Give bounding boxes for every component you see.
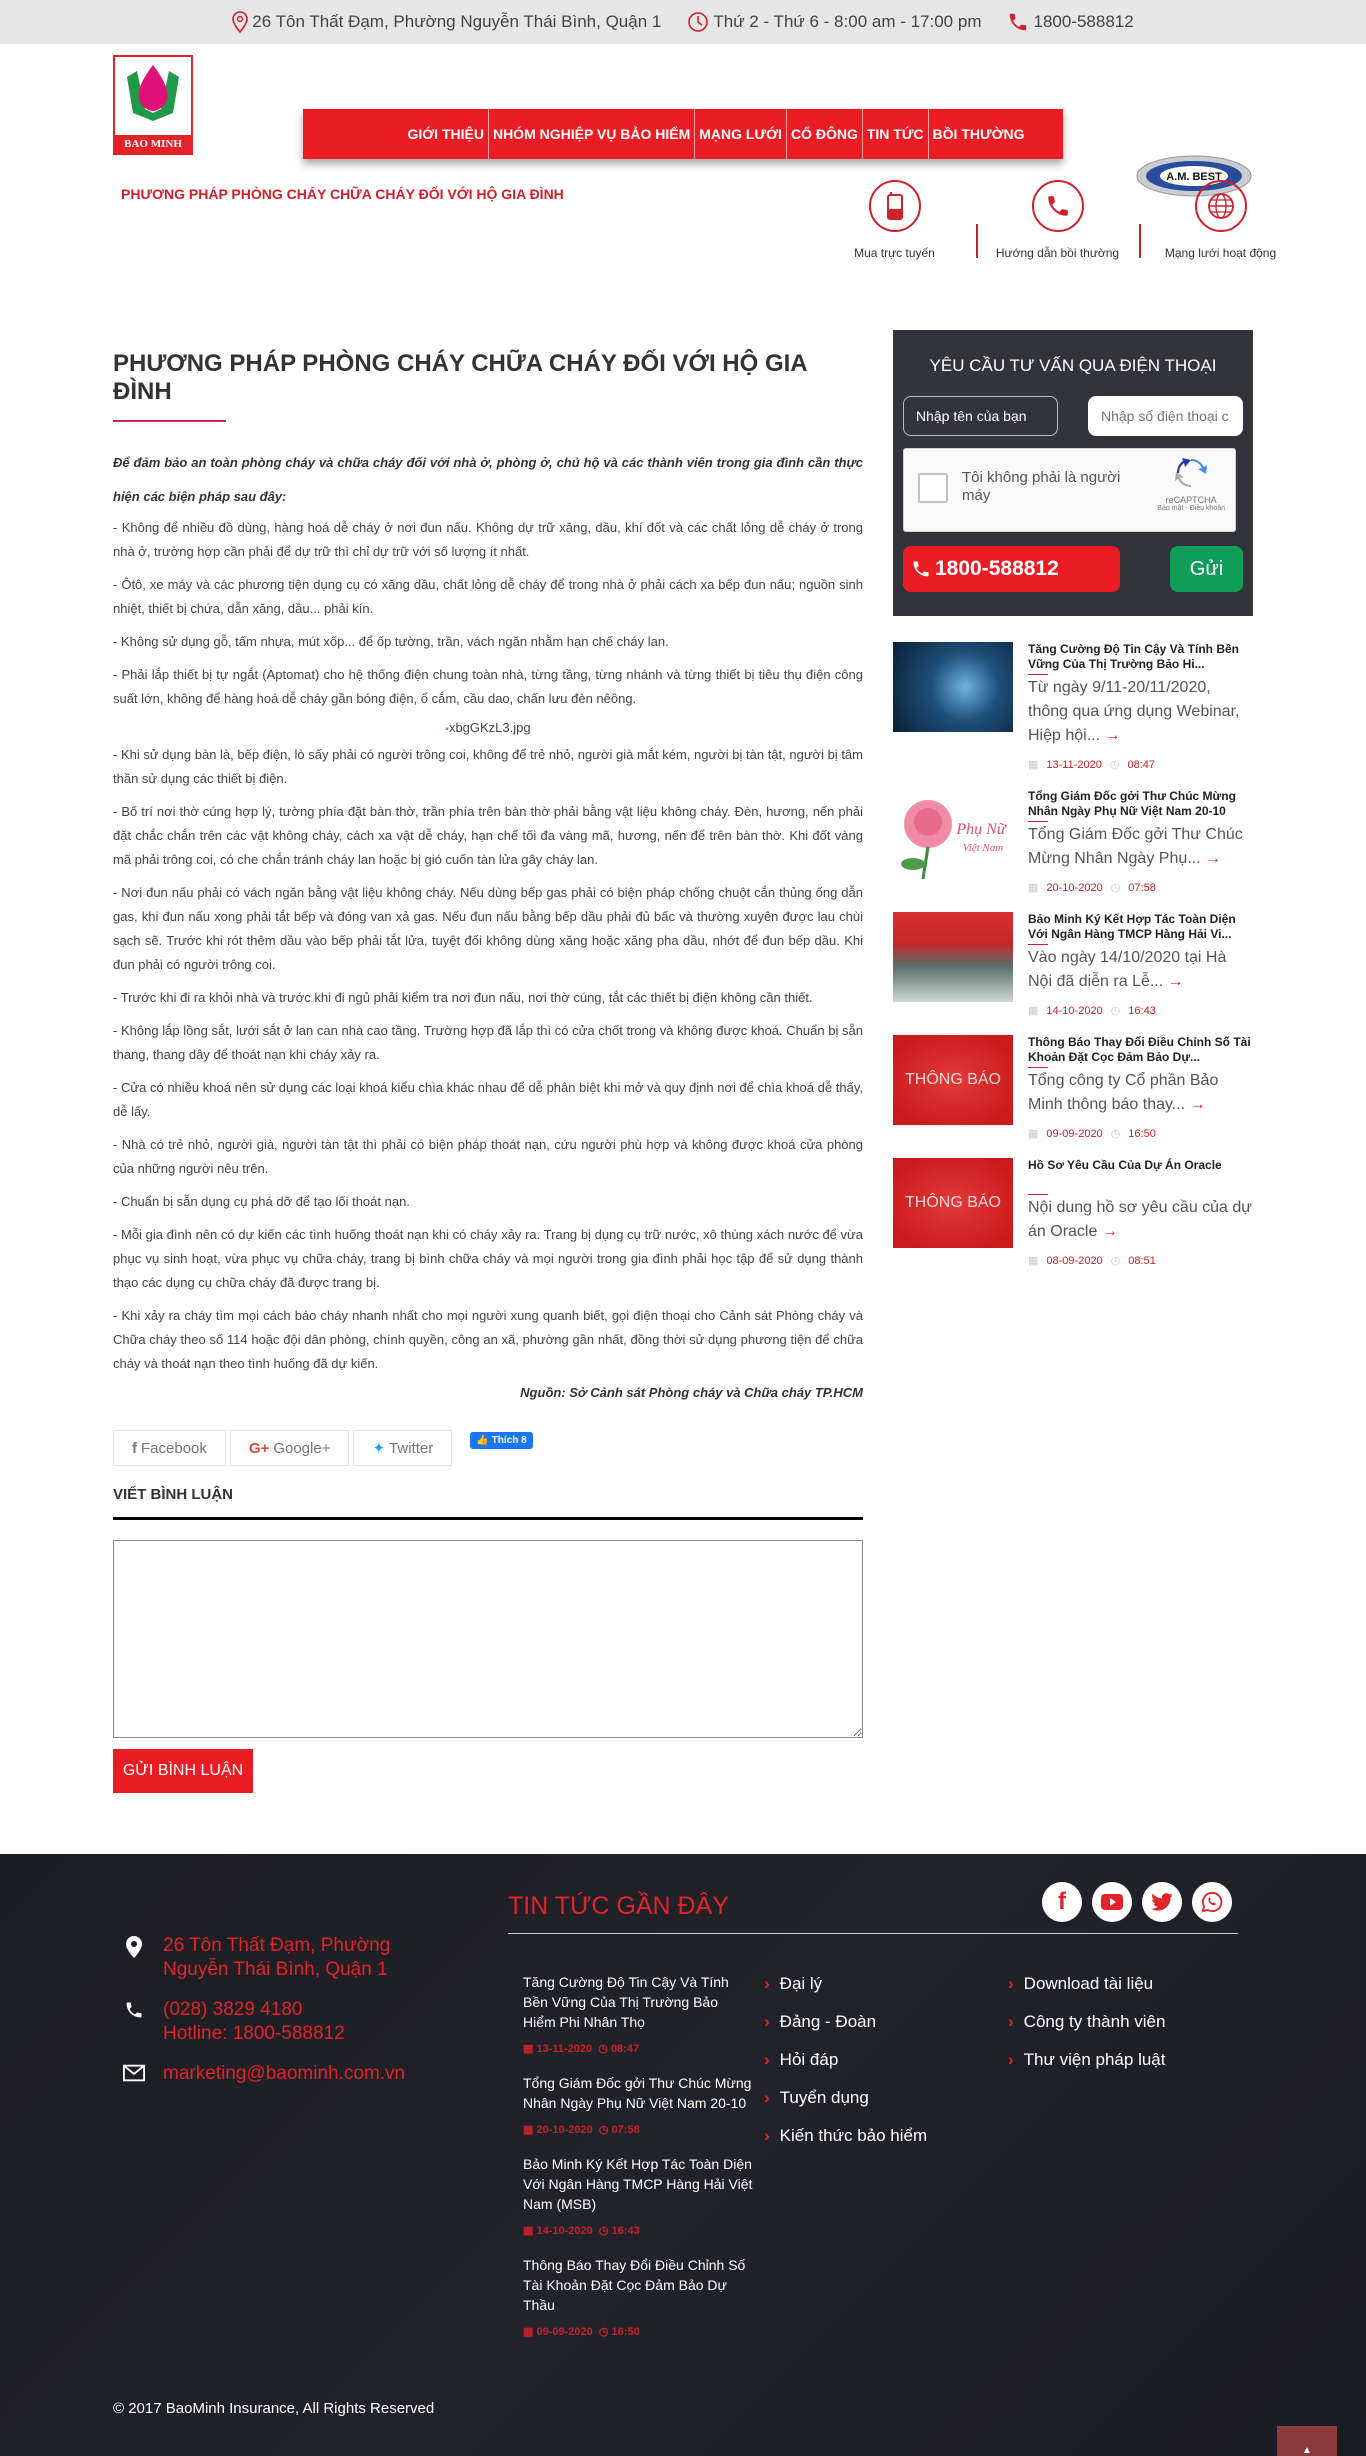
phone-handset-icon — [1045, 193, 1071, 219]
footer-news-link[interactable]: Bảo Minh Ký Kết Hợp Tác Toàn Diện Với Ngân Hàng TMCP Hàng Hải Việt Nam (MSB) — [523, 2156, 753, 2212]
news-excerpt — [1028, 676, 1253, 748]
footer-news-item[interactable] — [523, 2255, 753, 2338]
news-date: 20-10-2020 — [1046, 881, 1103, 894]
calendar-icon: ▦ — [1028, 882, 1039, 894]
news-date: 09-09-2020 — [536, 2326, 593, 2338]
quicklink-network[interactable] — [1139, 180, 1302, 260]
nav-gioi-thieu[interactable]: GIỚI THIỆU — [337, 109, 489, 159]
news-time: 16:50 — [1128, 1127, 1156, 1140]
calendar-icon: ▦ — [523, 2225, 534, 2237]
logo-text: BAO MINH — [115, 135, 191, 153]
article-title: PHƯƠNG PHÁP PHÒNG CHÁY CHỮA CHÁY ĐỐI VỚI HỘ GIA ĐÌNH — [113, 350, 807, 405]
footer-news-link[interactable]: Tăng Cường Độ Tin Cậy Và Tính Bền Vững Của Thị Trường Bảo Hiểm Phi Nhân Thọ — [523, 1974, 729, 2030]
svg-text:Phụ Nữ: Phụ Nữ — [956, 821, 1006, 838]
news-date: 09-09-2020 — [1046, 1127, 1103, 1140]
calendar-icon: ▦ — [1028, 1255, 1039, 1267]
chevron-right-icon: › — [764, 2012, 770, 2031]
article-source: Nguồn: Sở Cảnh sát Phòng cháy và Chữa cháy TP.HCM — [520, 1385, 863, 1400]
article-paragraph: - Không để nhiều đồ dùng, hàng hoá dễ cháy ở nơi đun nấu. Không dự trữ xăng, dầu, khí đốt và các chất lỏng dễ cháy ở trong nhà ở, trường hợp cần phải để dự trữ thì chỉ dự trữ với số lượng ít nhất. — [113, 520, 863, 559]
arrow-right-icon[interactable]: → — [1104, 727, 1121, 744]
footer-news-link[interactable]: Tổng Giám Đốc gởi Thư Chúc Mừng Nhân Ngày Phụ Nữ Việt Nam 20-10 — [523, 2075, 752, 2111]
calendar-icon: ▦ — [523, 2326, 534, 2338]
phone-icon — [911, 559, 931, 579]
clock-icon: ◷ — [1110, 1128, 1121, 1140]
news-time: 16:43 — [1128, 1004, 1156, 1017]
clock-icon: ◷ — [1110, 882, 1121, 894]
nav-mang-luoi[interactable]: MẠNG LƯỚI — [695, 109, 787, 159]
news-excerpt-text: Vào ngày 14/10/2020 tại Hà Nội đã diễn ra Lễ... — [1028, 949, 1227, 990]
footer-link-dang-doan[interactable]: › Đảng - Đoàn — [764, 2012, 877, 2031]
calendar-icon: ▦ — [1028, 1005, 1039, 1017]
topbar-hours-text: Thứ 2 - Thứ 6 - 8:00 am - 17:00 pm — [713, 12, 982, 31]
phone-icon — [1007, 11, 1029, 33]
clock-icon: ◷ — [598, 2043, 608, 2055]
article-paragraph: - Nơi đun nấu phải có vách ngăn bằng vật liệu không cháy. Nếu dùng bếp gas phải có biện pháp chống chuột cắn thủng ống dẫn gas, khi đun nấu xong phải tắt bếp và đóng van xả gas. Nếu đun nấu bằng bếp dầu phải đủ bấc và thường xuyên được lau chùi sạch sẽ. Trước khi rót thêm dầu vào bếp phải tắt lửa, tuyệt đối không dùng xăng hoặc xăng pha dầu, nhớt để đun bếp dầu. Khi đun phải có người trông coi. — [113, 885, 863, 972]
topbar-phone-text: 1800-588812 — [1033, 12, 1134, 31]
article-paragraph: - Mỗi gia đình nên có dự kiến các tình huống thoát nạn khi có cháy xảy ra. Trang bị dụng cụ trữ nước, xô thùng xách nước để vừa phục vụ sinh hoạt, vừa phục vụ chữa cháy, trang bị bình chữa cháy và mọi người trong gia đình phải học tập để sử dụng thành thạo các dụng cụ chữa cháy đã được trang bị. — [113, 1227, 863, 1290]
footer-news-meta — [523, 2042, 753, 2055]
title-underline — [113, 420, 226, 422]
quicklink-buy-online[interactable] — [813, 180, 976, 260]
footer-link-hoi-dap[interactable]: › Hỏi đáp — [764, 2050, 839, 2069]
sidebar-news-item[interactable] — [893, 1158, 1253, 1267]
calendar-icon: ▦ — [1028, 759, 1039, 771]
news-title[interactable]: Thông Báo Thay Đổi Điều Chỉnh Số Tài Khoản Đặt Cọc Đảm Bảo Dự... — [1028, 1035, 1253, 1069]
site-footer — [0, 1854, 1366, 2456]
recaptcha-brand — [1157, 457, 1225, 512]
clock-icon: ◷ — [1109, 759, 1120, 771]
news-date: 08-09-2020 — [1046, 1254, 1103, 1267]
share-google-button[interactable] — [230, 1430, 350, 1466]
calendar-icon: ▦ — [523, 2124, 534, 2136]
hotline-button[interactable] — [903, 546, 1120, 592]
news-time: 16:50 — [611, 2326, 640, 2338]
news-excerpt-text: Tổng Giám Đốc gởi Thư Chúc Mừng Nhân Ngày Phụ... — [1028, 826, 1243, 867]
footer-link-thu-vien-phap-luat[interactable]: › Thư viện pháp luật — [1008, 2050, 1166, 2069]
news-thumbnail[interactable]: THÔNG BÁO — [893, 1035, 1013, 1125]
article-paragraph: - Bố trí nơi thờ cúng hợp lý, tường phía đặt bàn thờ, trần phía trên bàn thờ phải bằng vật liệu không cháy. Đèn, hương, nến phải đặt chắc chắn trên các vật không cháy, cách xa vật dễ cháy, hạn chế tối đa vàng mã, hương, nến để trên bàn thờ. Khi đốt vàng mã phải trông coi, có che chắn tránh cháy lan hoặc bị gió cuốn tàn lửa gây cháy lan. — [113, 804, 863, 867]
news-thumbnail[interactable]: THÔNG BÁO — [893, 1158, 1013, 1248]
sidebar-news-list — [893, 642, 1253, 1267]
globe-icon — [1206, 191, 1236, 221]
quick-links — [813, 180, 1302, 260]
footer-divider — [508, 1933, 1238, 1934]
nav-nhom-nghiep-vu[interactable]: NHÓM NGHIỆP VỤ BẢO HIỂM — [489, 109, 695, 159]
news-date: 14-10-2020 — [536, 2225, 593, 2237]
share-google-label: Google+ — [273, 1439, 331, 1457]
top-info-bar — [0, 0, 1366, 44]
chevron-right-icon: › — [764, 2126, 770, 2145]
news-excerpt-text: Nội dung hồ sơ yêu cầu của dự án Oracle — [1028, 1199, 1253, 1240]
article-paragraph: - Chuẩn bị sẵn dụng cụ phá dỡ để tạo lối thoát nạn. — [113, 1194, 410, 1209]
topbar-phone[interactable] — [1007, 11, 1133, 33]
news-thumbnail[interactable] — [893, 912, 1013, 1002]
sidebar-news-item[interactable] — [893, 1035, 1253, 1140]
clock-icon: ◷ — [598, 2225, 609, 2237]
sidebar-news-item[interactable] — [893, 789, 1253, 894]
submit-comment-button[interactable]: GỬI BÌNH LUẬN — [113, 1749, 253, 1793]
phone-consult-form — [893, 330, 1253, 616]
sidebar-news-item[interactable] — [893, 642, 1253, 771]
recaptcha-checkbox[interactable] — [918, 473, 948, 503]
news-time: 16:43 — [611, 2225, 640, 2237]
google-plus-icon: G+ — [248, 1439, 270, 1457]
article-main — [113, 330, 863, 1793]
quicklink-label: Mua trực tuyến — [854, 246, 935, 260]
rose-image-icon — [893, 789, 1013, 879]
comment-textarea[interactable] — [113, 1540, 863, 1738]
broken-image-icon: ▪ — [445, 724, 449, 735]
recaptcha-label: Tôi không phải là người máy — [962, 469, 1121, 504]
map-pin-icon — [232, 11, 248, 33]
calendar-icon: ▦ — [1028, 1128, 1039, 1140]
chevron-right-icon: › — [764, 1974, 770, 1993]
sidebar-news-item[interactable] — [893, 912, 1253, 1017]
broken-image — [113, 720, 863, 735]
main-nav — [303, 109, 1063, 159]
hotline-number: 1800-588812 — [935, 557, 1059, 580]
news-title[interactable]: Tăng Cường Độ Tin Cậy Và Tính Bền Vững Của Thị Trường Bảo Hi... — [1028, 642, 1253, 676]
news-meta — [1028, 1004, 1253, 1017]
arrow-up-icon: ▲ — [1302, 2445, 1312, 2456]
clock-icon — [687, 11, 709, 33]
social-links — [1042, 1882, 1232, 1922]
share-twitter-button[interactable] — [353, 1430, 452, 1466]
share-facebook-button[interactable] — [113, 1430, 226, 1466]
svg-text:A.M. BEST: A.M. BEST — [1166, 171, 1222, 183]
footer-links-col-2 — [1008, 1974, 1165, 2088]
news-title[interactable]: Bảo Minh Ký Kết Hợp Tác Toàn Diện Với Ngân Hàng TMCP Hàng Hải Vi... — [1028, 912, 1253, 946]
quicklink-label: Mạng lưới hoạt động — [1164, 246, 1277, 260]
article-paragraph: - Trước khi đi ra khỏi nhà và trước khi đi ngủ phải kiểm tra nơi đun nấu, nơi thờ cúng, tắt các thiết bị điện không cần thiết. — [113, 990, 813, 1005]
topbar-address — [232, 11, 661, 33]
arrow-right-icon[interactable]: → — [1101, 1223, 1118, 1240]
footer-phone — [123, 1998, 413, 2046]
arrow-right-icon[interactable]: → — [1189, 1096, 1206, 1113]
footer-news-meta — [523, 2325, 753, 2338]
clock-icon: ◷ — [1110, 1005, 1121, 1017]
copyright: © 2017 BaoMinh Insurance, All Rights Reserved — [113, 2400, 435, 2417]
news-date: 20-10-2020 — [536, 2124, 593, 2136]
article-paragraph: - Phải lắp thiết bị tự ngắt (Aptomat) cho hệ thống điện chung toàn nhà, từng tầng, từng nhánh và từng thiết bị tiêu thụ điện công suất lớn, không để hàng hoá dễ cháy gần bóng điện, ổ cắm, cầu dao, chấn lưu đèn nêông. — [113, 667, 863, 706]
footer-news-link[interactable]: Thông Báo Thay Đổi Điều Chỉnh Số Tài Khoản Đặt Cọc Đảm Bảo Dự Thầu — [523, 2257, 746, 2313]
mobile-phone-icon — [886, 192, 904, 220]
news-excerpt — [1028, 1069, 1253, 1117]
sidebar — [893, 330, 1253, 1285]
clock-icon: ◷ — [1110, 1255, 1121, 1267]
calendar-icon: ▦ — [523, 2043, 534, 2055]
topbar-address-text: 26 Tôn Thất Đạm, Phường Nguyễn Thái Bình, Quận 1 — [252, 12, 662, 31]
article-paragraph: - Ôtô, xe máy và các phương tiện dụng cụ có xăng dầu, chất lỏng dễ cháy để trong nhà ở phải cách xa bếp đun nấu; nguồn sinh nhiệt, thiết bị chứa, dẫn xăng, dầu... phải kín. — [113, 577, 863, 616]
bao-minh-logo[interactable] — [113, 55, 193, 155]
chevron-right-icon: › — [1008, 2050, 1014, 2069]
news-date: 13-11-2020 — [536, 2043, 593, 2055]
quicklink-claims-guide[interactable] — [976, 180, 1139, 260]
chevron-right-icon: › — [1008, 1974, 1014, 1993]
news-excerpt-text: Từ ngày 9/11-20/11/2020, thông qua ứng dụng Webinar, Hiệp hội... — [1028, 679, 1240, 744]
news-title[interactable]: Tổng Giám Đốc gởi Thư Chúc Mừng Nhân Ngày Phụ Nữ Việt Nam 20-10 — [1028, 789, 1253, 823]
like-count-label: Thích 8 — [491, 1435, 527, 1446]
footer-news-title: TIN TỨC GẦN ĐÂY — [508, 1892, 729, 1920]
footer-email-link[interactable]: marketing@baominh.com.vn — [163, 2063, 406, 2084]
footer-address-text: 26 Tôn Thất Đạm, Phường Nguyễn Thái Bình, Quận 1 — [163, 1935, 391, 1980]
article-paragraph: - Khi xảy ra cháy tìm mọi cách báo cháy nhanh nhất cho mọi người xung quanh biết, gọi điện thoại cho Cảnh sát Phòng cháy và Chữa cháy theo số 114 hoặc đội dân phòng, chính quyền, công an xã, phường gần nhất, đồng thời sử dụng phương tiện để chữa cháy và thoát nạn theo tình huống đã dự kiến. — [113, 1308, 863, 1371]
youtube-icon[interactable] — [1092, 1882, 1132, 1922]
consult-title: YÊU CẦU TƯ VẤN QUA ĐIỆN THOẠI — [929, 356, 1217, 375]
news-time: 07:58 — [1128, 881, 1156, 894]
send-consult-button[interactable]: Gửi — [1170, 546, 1243, 592]
recaptcha-widget — [903, 448, 1236, 532]
nav-boi-thuong[interactable]: BỒI THƯỜNG — [932, 126, 1025, 142]
news-meta — [1028, 1127, 1253, 1140]
sub-header — [0, 164, 1366, 284]
clock-icon: ◷ — [598, 2326, 609, 2338]
comment-section-title: VIẾT BÌNH LUẬN — [113, 1486, 863, 1520]
nav-co-dong[interactable]: CỔ ĐÔNG — [787, 109, 863, 159]
news-thumbnail[interactable] — [893, 789, 1013, 879]
lotus-logo-icon — [123, 63, 183, 125]
news-meta — [1028, 758, 1253, 771]
chevron-right-icon: › — [764, 2088, 770, 2107]
svg-text:Việt Nam: Việt Nam — [962, 842, 1004, 854]
news-time: 08:51 — [1128, 1254, 1156, 1267]
nav-tin-tuc[interactable]: TIN TỨC — [863, 109, 929, 159]
news-title[interactable]: Hồ Sơ Yêu Cầu Của Dự Án Oracle — [1028, 1158, 1253, 1196]
article-paragraph: - Khi sử dụng bàn là, bếp điện, lò sấy phải có người trông coi, không để trẻ nhỏ, người già mắt kém, người bị tàn tật, người bị tâm thần sử dụng các thiết bị điện. — [113, 747, 863, 786]
footer-links-col-1 — [764, 1974, 927, 2164]
arrow-right-icon[interactable]: → — [1205, 850, 1222, 867]
news-excerpt — [1028, 823, 1253, 871]
chevron-right-icon: › — [1008, 2012, 1014, 2031]
footer-news-meta — [523, 2123, 753, 2136]
share-bar — [113, 1430, 863, 1466]
site-header — [0, 44, 1366, 183]
twitter-bird-icon: ✦ — [372, 1440, 386, 1457]
back-to-top-button[interactable] — [1277, 2426, 1337, 2456]
phone-icon — [124, 2000, 144, 2020]
footer-hotline[interactable]: Hotline: 1800-588812 — [163, 2023, 345, 2044]
envelope-icon — [123, 2064, 145, 2082]
share-twitter-label: Twitter — [389, 1439, 434, 1457]
recaptcha-logo-icon — [1175, 457, 1207, 489]
footer-contact — [123, 1934, 413, 2102]
recaptcha-brand-text: reCAPTCHA — [1165, 495, 1217, 505]
news-meta — [1028, 1254, 1253, 1267]
footer-link-kien-thuc[interactable]: › Kiến thức bảo hiểm — [764, 2126, 928, 2145]
footer-news-meta — [523, 2224, 753, 2237]
footer-link-tuyen-dung[interactable]: › Tuyển dụng — [764, 2088, 869, 2107]
share-facebook-label: Facebook — [141, 1439, 207, 1457]
article-paragraph: - Không lắp lồng sắt, lưới sắt ở lan can nhà cao tầng. Trường hợp đã lắp thì có cửa chốt trong và không được khoá. Chuẩn bị sẵn thang, thang dây để thoát nạn khi cháy xảy ra. — [113, 1023, 863, 1062]
quicklink-label: Hướng dẫn bồi thường — [995, 246, 1120, 260]
footer-news-item[interactable] — [523, 1972, 753, 2055]
image-alt-text: xbgGKzL3.jpg — [448, 720, 531, 735]
footer-link-cong-ty-thanh-vien[interactable]: › Công ty thành viên — [1008, 2012, 1166, 2031]
facebook-icon[interactable]: f — [1042, 1882, 1082, 1922]
news-thumbnail[interactable] — [893, 642, 1013, 732]
footer-link-download[interactable]: › Download tài liệu — [1008, 1974, 1154, 1993]
recaptcha-links[interactable]: Bảo mật - Điều khoản — [1157, 505, 1225, 512]
map-marker-icon — [126, 1936, 142, 1958]
phone-input[interactable] — [1088, 396, 1243, 436]
topbar-hours — [687, 11, 981, 33]
breadcrumb: PHƯƠNG PHÁP PHÒNG CHÁY CHỮA CHÁY ĐỐI VỚI HỘ GIA ĐÌNH — [121, 186, 564, 202]
article-paragraph: - Cửa có nhiều khoá nên sử dụng các loại khoá kiểu chìa khác nhau để dễ phân biệt khi mở và quy định nơi để chìa khoá dễ thấy, dễ lấy. — [113, 1080, 863, 1119]
article-paragraph: - Nhà có trẻ nhỏ, người già, người tàn tật thì phải có biện pháp thoát nạn, cứu người phù hợp và không được khoá cửa phòng của những người nêu trên. — [113, 1137, 863, 1176]
name-input[interactable] — [903, 396, 1058, 436]
thumbs-up-icon: 👍 — [476, 1435, 489, 1446]
facebook-icon: f — [132, 1439, 137, 1457]
article-lead: Để đảm bảo an toàn phòng cháy và chữa cháy đối với nhà ở, phòng ở, chủ hộ và các thành viên trong gia đình cần thực hiện các biện pháp sau đây: — [113, 455, 863, 504]
news-date: 13-11-2020 — [1046, 758, 1102, 771]
news-time: 08:47 — [1127, 758, 1155, 771]
news-meta — [1028, 881, 1253, 894]
clock-icon: ◷ — [598, 2124, 609, 2136]
footer-phone-number[interactable]: (028) 3829 4180 — [163, 1999, 303, 2020]
news-time: 08:47 — [610, 2043, 640, 2055]
news-excerpt — [1028, 946, 1253, 994]
news-excerpt-text: Tổng công ty Cổ phần Bảo Minh thông báo thay... — [1028, 1072, 1219, 1113]
news-date: 14-10-2020 — [1046, 1004, 1103, 1017]
whatsapp-icon[interactable] — [1192, 1882, 1232, 1922]
footer-news-item[interactable] — [523, 2073, 753, 2136]
facebook-like-button[interactable] — [470, 1432, 532, 1449]
footer-email — [123, 2062, 413, 2086]
arrow-right-icon[interactable]: → — [1167, 973, 1184, 990]
news-excerpt — [1028, 1196, 1253, 1244]
twitter-icon[interactable] — [1142, 1882, 1182, 1922]
footer-address — [123, 1934, 413, 1982]
chevron-right-icon: › — [764, 2050, 770, 2069]
footer-link-dai-ly[interactable]: › Đại lý — [764, 1974, 823, 1993]
news-time: 07:58 — [611, 2124, 640, 2136]
footer-news-item[interactable] — [523, 2154, 753, 2237]
article-paragraph: - Không sử dụng gỗ, tấm nhựa, mút xốp... để ốp tường, trần, vách ngăn nhằm hạn chế cháy lan. — [113, 634, 669, 649]
